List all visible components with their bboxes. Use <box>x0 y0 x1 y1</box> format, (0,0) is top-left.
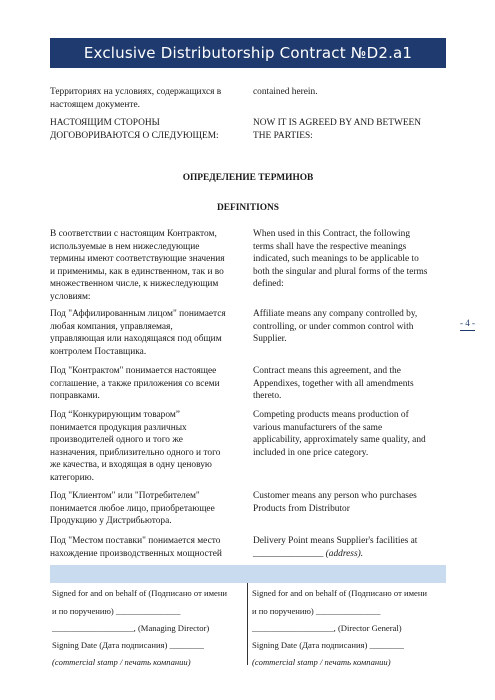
en-definition-contract: Contract means this agreement, and the Appendixes, together with all amendments thereto. <box>253 366 414 402</box>
signature-divider <box>247 583 248 665</box>
left-signatory-title: ___________________, (Managing Director) <box>52 623 210 633</box>
heading-en-definitions: DEFINITIONS <box>217 203 279 213</box>
ru-paragraph-territories: Территориях на условиях, содержащихся в настоящем документе. <box>50 87 222 110</box>
ru-definition-customer: Под "Клиентом" или "Потребителем" понимается любое лицо, приобретающее Продукцию у Дистрибьютора. <box>50 491 215 527</box>
left-signature-line: и по поручению) _______________ <box>52 606 181 616</box>
delivery-point-address: (address). <box>325 548 364 559</box>
delivery-point-text: Delivery Point means Supplier's facilities at <box>253 536 418 546</box>
en-paragraph-agreed: NOW IT IS AGREED BY AND BETWEEN THE PARTIES: <box>253 118 422 141</box>
left-commercial-stamp: (commercial stamp / печать компании) <box>52 657 191 667</box>
right-signature-line: и по поручению) _______________ <box>252 606 381 616</box>
ru-definition-delivery-point: Под "Местом поставки" понимается место нахождение производственных мощностей <box>50 536 222 559</box>
left-signed-on-behalf: Signed for and on behalf of (Подписано от имени <box>52 588 228 598</box>
ru-definition-affiliate: Под "Аффилированным лицом" понимается любая компания, управляемая, управляющая или находящаяся под общим контролем Поставщика. <box>50 309 226 357</box>
signature-band <box>50 565 446 583</box>
en-definitions-intro: When used in this Contract, the following terms shall have the respective meanings indicated, such meanings to be applicable to both the singular and plural forms of the terms defined: <box>253 229 428 290</box>
document-title: Exclusive Distributorship Contract №D2.a1 <box>83 44 413 62</box>
right-signatory-title: ___________________, (Director General) <box>252 623 402 633</box>
en-definition-affiliate: Affiliate means any company controlled by, controlling, or under common control with Supplier. <box>253 309 418 345</box>
right-signed-on-behalf: Signed for and on behalf of (Подписано от имени <box>252 588 428 598</box>
left-signing-date: Signing Date (Дата подписания) ________ <box>52 640 204 650</box>
en-paragraph-contained: contained herein. <box>253 87 318 97</box>
page-number <box>460 318 475 328</box>
ru-definition-competing-products: Под “Конкурирующим товаром” понимается продукция различных производителей одного и того же назначения, приблизительно одного и того же качества, и входящая в одну ценовую категорию. <box>50 410 221 483</box>
document-header-banner <box>50 38 446 68</box>
ru-definition-contract: Под "Контрактом" понимается настоящее соглашение, а также приложения со всеми поправками. <box>50 366 220 402</box>
page-number-underline <box>460 330 475 331</box>
page-number-text: - 4 - <box>460 318 475 328</box>
ru-paragraph-agreed: НАСТОЯЩИМ СТОРОНЫ ДОГОВОРИВАЮТСЯ О СЛЕДУЮЩЕМ: <box>50 118 219 141</box>
en-definition-competing-products: Competing products means production of various manufacturers of the same applicability, approximately same quality, and included in one price category. <box>253 410 426 458</box>
right-commercial-stamp: (commercial stamp / печать компании) <box>252 657 391 667</box>
en-definition-customer: Customer means any person who purchases Products from Distributor <box>253 491 417 514</box>
right-signing-date: Signing Date (Дата подписания) ________ <box>252 640 404 650</box>
heading-ru-definitions: ОПРЕДЕЛЕНИЕ ТЕРМИНОВ <box>182 173 314 183</box>
ru-definitions-intro: В соответствии с настоящим Контрактом, используемые в нем нижеследующие термины имеют соответствующие значения и применимы, как в единственном, так и во множественном числе, к нижеследующим условиям: <box>50 229 225 302</box>
delivery-point-blank: _______________ <box>253 548 326 559</box>
en-definition-delivery-point <box>253 535 445 560</box>
